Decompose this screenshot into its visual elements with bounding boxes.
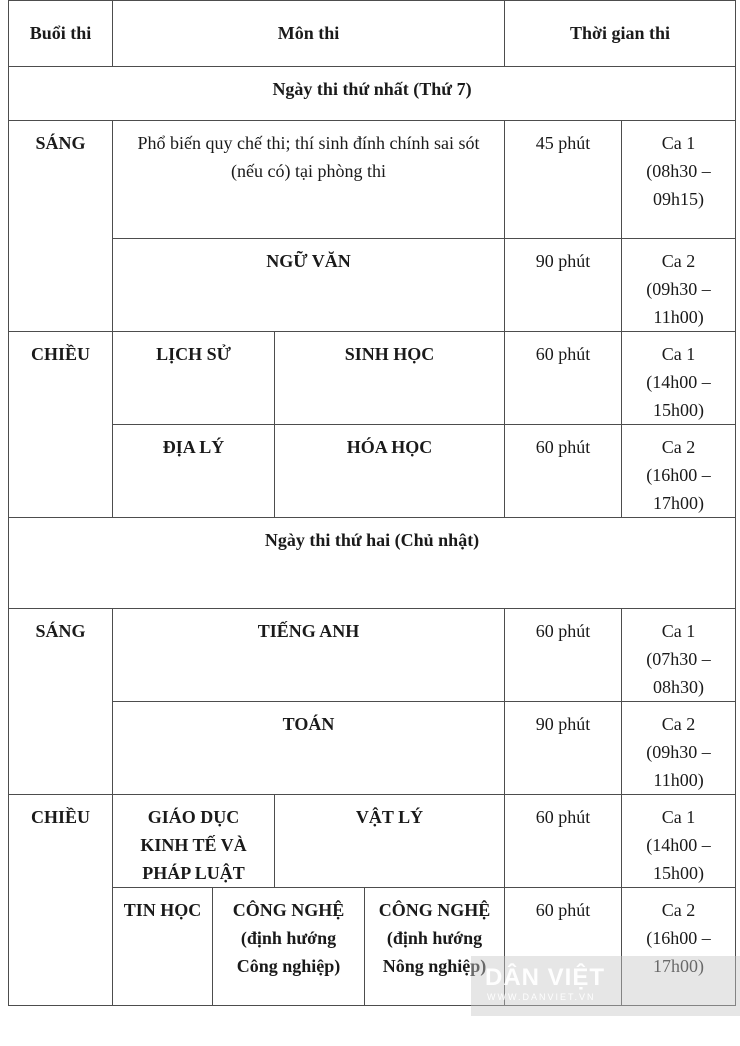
shift-label: Ca 2 xyxy=(661,714,696,734)
table-row xyxy=(9,332,736,425)
shift-cell xyxy=(622,795,736,888)
session-label: CHIỀU xyxy=(9,332,113,518)
header-row xyxy=(9,1,736,67)
subject-cell: Phổ biến quy chế thi; thí sinh đính chính sai sót (nếu có) tại phòng thi xyxy=(113,121,505,239)
day2-title: Ngày thi thứ hai (Chủ nhật) xyxy=(9,518,736,609)
duration-cell: 45 phút xyxy=(505,121,622,239)
table-row xyxy=(9,702,736,795)
subject-cell: CÔNG NGHỆ (định hướng Công nghiệp) xyxy=(213,888,365,1006)
subject-cell: TIẾNG ANH xyxy=(113,609,505,702)
table-row xyxy=(9,121,736,239)
shift-range: (08h30 – 09h15) xyxy=(646,161,711,209)
shift-cell xyxy=(622,702,736,795)
subject-cell: VẬT LÝ xyxy=(275,795,505,888)
table-row xyxy=(9,425,736,518)
table-row xyxy=(9,795,736,888)
watermark-site: WWW.DANVIET.VN xyxy=(487,992,596,1002)
day1-title-row xyxy=(9,67,736,121)
session-label: SÁNG xyxy=(9,121,113,332)
subject-cell: CÔNG NGHỆ (định hướng Nông nghiệp) xyxy=(365,888,505,1006)
duration-cell: 90 phút xyxy=(505,239,622,332)
shift-label: Ca 2 xyxy=(661,437,696,457)
duration-cell: 60 phút xyxy=(505,795,622,888)
watermark-brand: DÂN VIỆT xyxy=(485,964,606,991)
duration-cell: 60 phút xyxy=(505,609,622,702)
shift-label: Ca 1 xyxy=(661,344,696,364)
shift-cell xyxy=(622,425,736,518)
exam-schedule-table xyxy=(8,0,736,1006)
shift-range: (14h00 – 15h00) xyxy=(646,372,711,420)
shift-label: Ca 2 xyxy=(661,251,696,271)
shift-cell xyxy=(622,239,736,332)
session-label: SÁNG xyxy=(9,609,113,795)
subject-cell: SINH HỌC xyxy=(275,332,505,425)
shift-range: (09h30 – 11h00) xyxy=(646,742,711,790)
shift-range: (16h00 – 17h00) xyxy=(646,465,711,513)
shift-range: (16h00 – 17h00) xyxy=(646,928,711,976)
shift-label: Ca 1 xyxy=(661,133,696,153)
subject-cell: ĐỊA LÝ xyxy=(113,425,275,518)
subject-cell: NGỮ VĂN xyxy=(113,239,505,332)
subject-cell: GIÁO DỤC KINH TẾ VÀ PHÁP LUẬT xyxy=(113,795,275,888)
day1-title: Ngày thi thứ nhất (Thứ 7) xyxy=(9,67,736,121)
duration-cell: 60 phút xyxy=(505,332,622,425)
table-row xyxy=(9,609,736,702)
day2-title-row xyxy=(9,518,736,609)
subject-cell: LỊCH SỬ xyxy=(113,332,275,425)
shift-cell xyxy=(622,609,736,702)
shift-range: (07h30 – 08h30) xyxy=(646,649,711,697)
header-time: Thời gian thi xyxy=(505,1,736,67)
watermark-logo xyxy=(471,956,740,1016)
duration-cell: 60 phút xyxy=(505,425,622,518)
subject-cell: TIN HỌC xyxy=(113,888,213,1006)
shift-label: Ca 1 xyxy=(661,621,696,641)
shift-cell xyxy=(622,121,736,239)
session-label: CHIỀU xyxy=(9,795,113,1006)
shift-label: Ca 2 xyxy=(661,900,696,920)
shift-range: (14h00 – 15h00) xyxy=(646,835,711,883)
header-session: Buổi thi xyxy=(9,1,113,67)
duration-cell: 90 phút xyxy=(505,702,622,795)
table-row xyxy=(9,239,736,332)
duration-cell: 60 phút xyxy=(505,888,622,1006)
subject-cell: HÓA HỌC xyxy=(275,425,505,518)
header-subject: Môn thi xyxy=(113,1,505,67)
subject-cell: TOÁN xyxy=(113,702,505,795)
shift-label: Ca 1 xyxy=(661,807,696,827)
shift-range: (09h30 – 11h00) xyxy=(646,279,711,327)
shift-cell xyxy=(622,332,736,425)
